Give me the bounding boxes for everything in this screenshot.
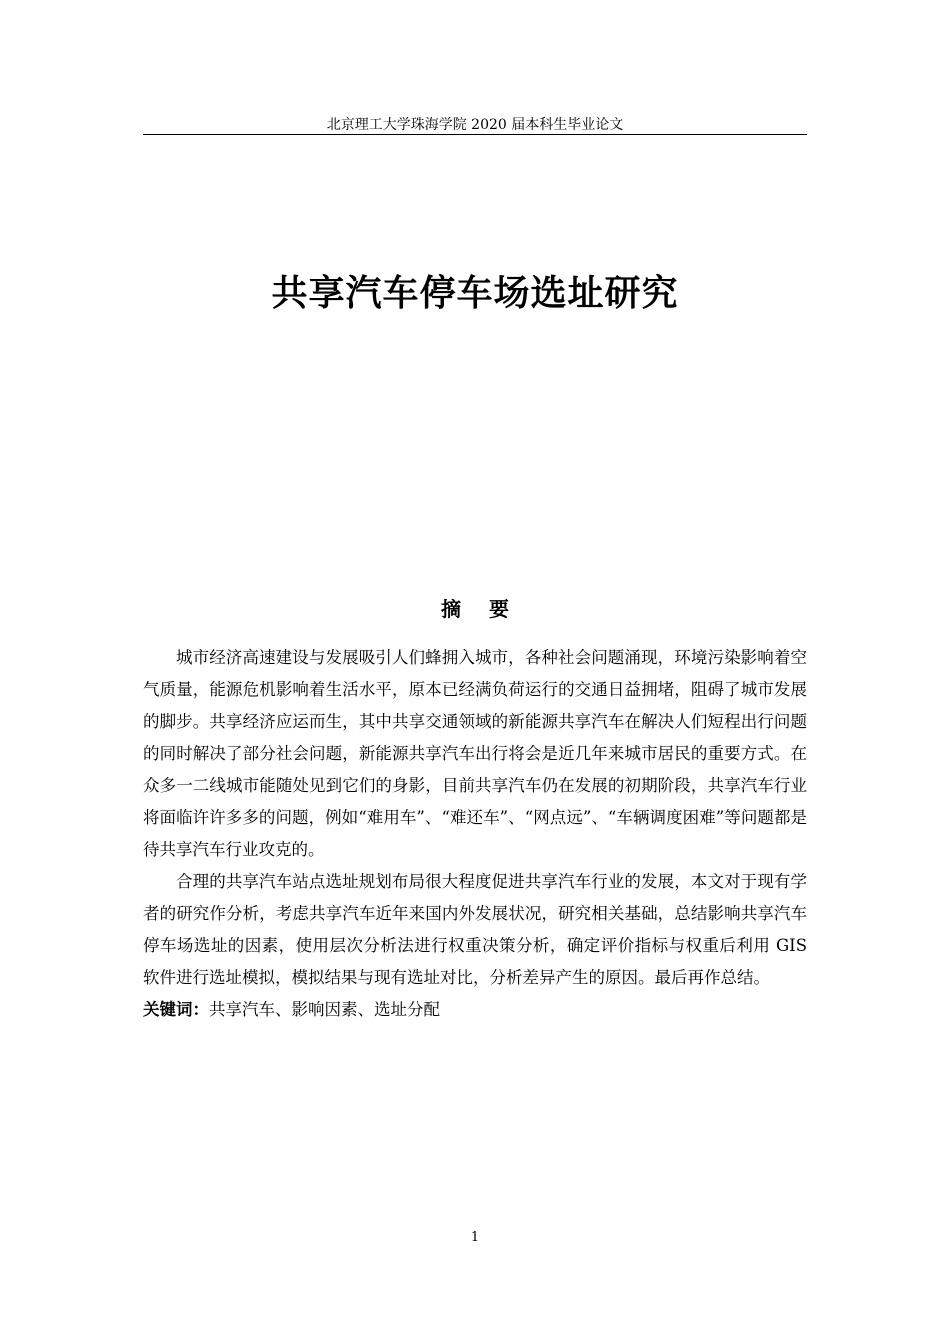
abstract-heading (0, 596, 950, 622)
abstract-heading-char-2: 要 (489, 597, 509, 621)
thesis-title: 共享汽车停车场选址研究 (271, 273, 679, 314)
page-header (143, 112, 807, 135)
abstract-paragraph-2: 合理的共享汽车站点选址规划布局很大程度促进共享汽车行业的发展，本文对于现有学者的研究作分析，考虑共享汽车近年来国内外发展状况，研究相关基础，总结影响共享汽车停车场选址的因素，使用层次分析法进行权重决策分析，确定评价指标与权重后利用 GIS 软件进行选址模拟，模拟结果与现有选址对比，分析差异产生的原因。最后再作总结。 (143, 872, 807, 987)
keywords-label: 关键词： (143, 1000, 209, 1019)
abstract-heading-char-1: 摘 (441, 597, 461, 621)
keywords-value: 共享汽车、影响因素、选址分配 (209, 1000, 440, 1019)
page-number: 1 (470, 1230, 480, 1245)
abstract-paragraph-1: 城市经济高速建设与发展吸引人们蜂拥入城市，各种社会问题涌现，环境污染影响着空气质量，能源危机影响着生活水平，原本已经满负荷运行的交通日益拥堵，阻碍了城市发展的脚步。共享经济应运而生，其中共享交通领域的新能源共享汽车在解决人们短程出行问题的同时解决了部分社会问题，新能源共享汽车出行将会是近几年来城市居民的重要方式。在众多一二线城市能随处见到它们的身影，目前共享汽车仍在发展的初期阶段，共享汽车行业将面临许许多多的问题，例如“难用车”、“难还车”、“网点远”、“车辆调度困难”等问题都是待共享汽车行业攻克的。 (143, 648, 807, 859)
header-text: 北京理工大学珠海学院 2020 届本科生毕业论文 (326, 117, 624, 133)
abstract-body (143, 642, 807, 1026)
keywords-line (143, 994, 807, 1026)
